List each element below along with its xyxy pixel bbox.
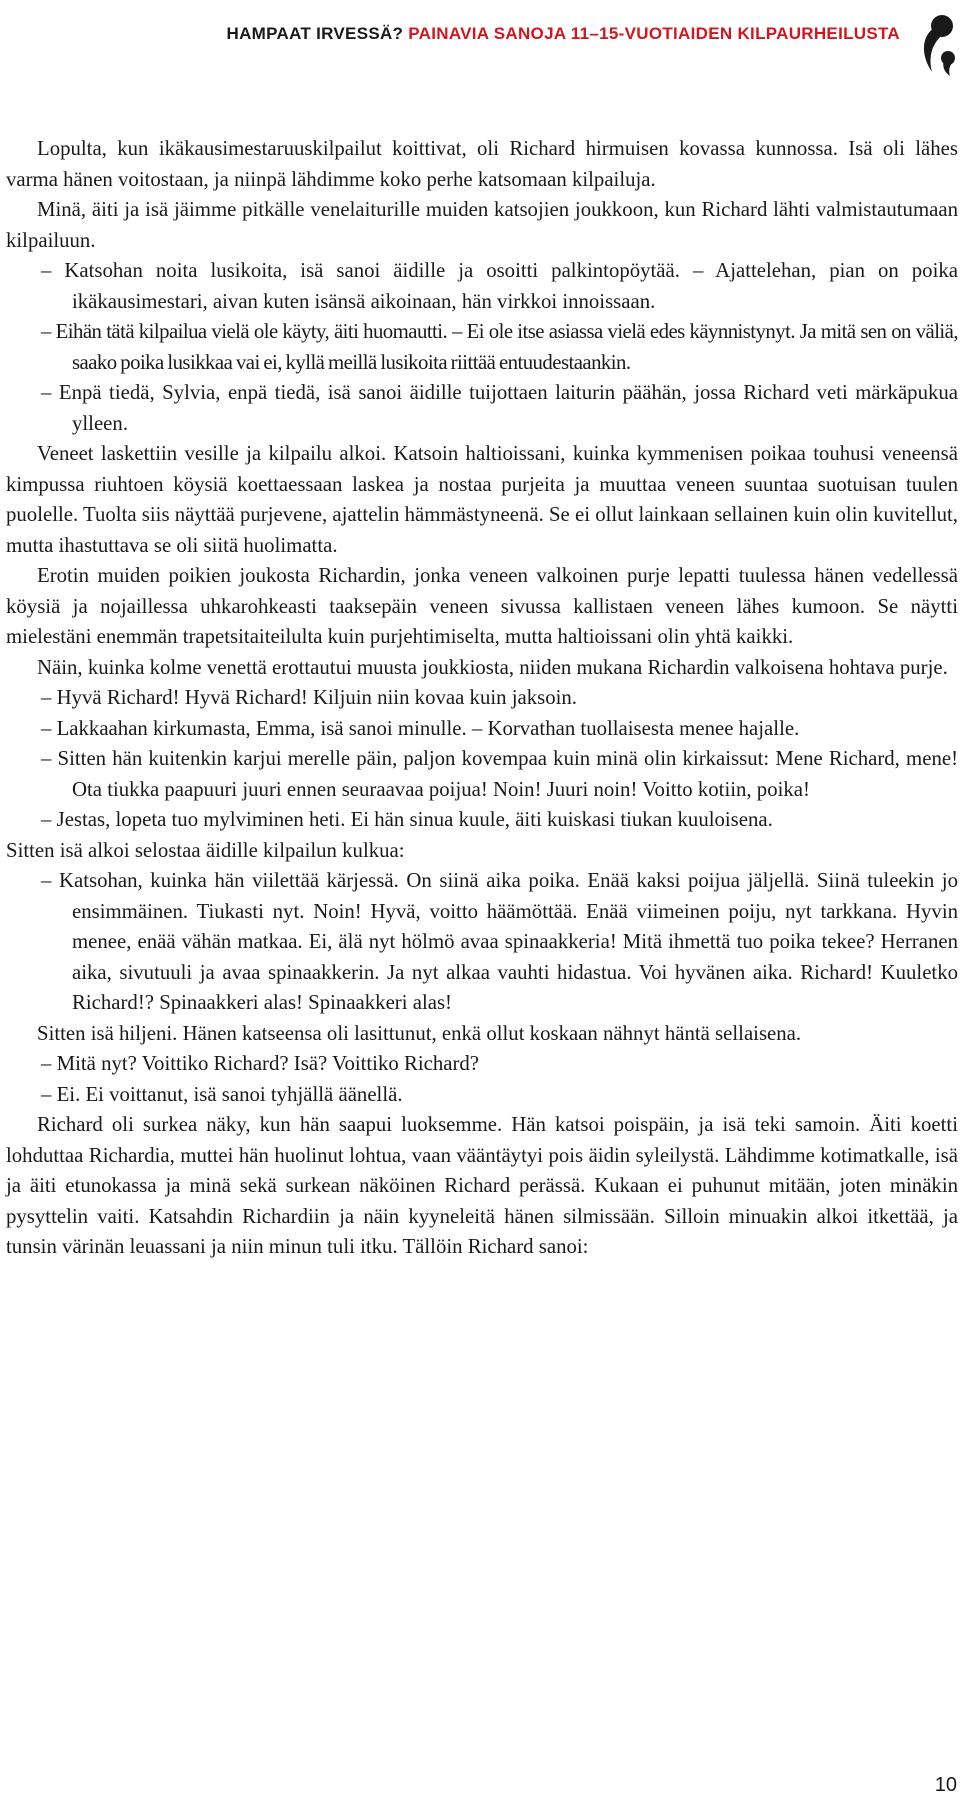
dialogue-paragraph: – Hyvä Richard! Hyvä Richard! Kiljuin niin kovaa kuin jaksoin. <box>41 686 577 709</box>
page-number: 10 <box>934 1774 957 1796</box>
header-title: HAMPAAT IRVESSÄ? <box>226 24 404 43</box>
dialogue-paragraph: – Eihän tätä kilpailua vielä ole käyty, äiti huomautti. – Ei ole itse asiassa vielä edes käynnistynyt. Ja mitä sen on väliä, saako poika lusikkaa vai ei, kyllä meillä lusikoita riittää entuudestaankin. <box>41 320 958 374</box>
article-body <box>6 134 958 1263</box>
running-header <box>227 24 900 44</box>
text-paragraph: Sitten isä alkoi selostaa äidille kilpailun kulkua: <box>6 838 405 862</box>
dialogue-paragraph: – Katsohan noita lusikoita, isä sanoi äidille ja osoitti palkintopöytää. – Ajattelehan, pian on poika ikäkausimestari, aivan kuten isänsä aikoinaan, hän virkkoi innoissaan. <box>41 259 958 313</box>
text-paragraph: Lopulta, kun ikäkausimestaruuskilpailut koittivat, oli Richard hirmuisen kovassa kunnossa. Isä oli lähes varma hänen voitostaan, ja niinpä lähdimme koko perhe katsomaan kilpailuja. <box>6 137 958 191</box>
dialogue-paragraph: – Enpä tiedä, Sylvia, enpä tiedä, isä sanoi äidille tuijottaen laiturin päähän, jossa Richard veti märkäpukua ylleen. <box>41 381 958 435</box>
page-header <box>0 0 960 80</box>
text-paragraph: Richard oli surkea näky, kun hän saapui luoksemme. Hän katsoi poispäin, ja isä teki samoin. Äiti koetti lohduttaa Richardia, muttei hän huolinut lohtua, vaan vääntäytyi pois äidin syleilystä. Lähdimme kotimatkalle, isä ja äiti etunokassa ja minä sekä surkean näköinen Richard perässä. Kukaan ei puhunut mitään, joten minäkin pysyttelin vaiti. Katsahdin Richardiin ja näin kyyneleitä hänen silmissään. Silloin minuakin alkoi itkettää, ja tunsin värinän leuassani ja niin minun tuli itku. Tällöin Richard sanoi: <box>6 1113 958 1258</box>
dialogue-paragraph: – Lakkaahan kirkumasta, Emma, isä sanoi minulle. – Korvathan tuollaisesta menee hajalle. <box>41 716 800 740</box>
dialogue-paragraph: – Jestas, lopeta tuo mylviminen heti. Ei hän sinua kuule, äiti kuiskasi tiukan kuuloisena. <box>41 808 773 831</box>
dialogue-paragraph: – Sitten hän kuitenkin karjui merelle päin, paljon kovempaa kuin minä olin kirkaissut: Mene Richard, mene! Ota tiukka paapuuri juuri ennen seuraavaa poijua! Noin! Juuri noin! Voitto kotiin, poika! <box>41 747 958 801</box>
text-paragraph: Sitten isä hiljeni. Hänen katseensa oli lasittunut, enkä ollut koskaan nähnyt häntä sellaisena. <box>37 1021 802 1045</box>
dialogue-paragraph: – Ei. Ei voittanut, isä sanoi tyhjällä äänellä. <box>41 1082 403 1106</box>
text-paragraph: Näin, kuinka kolme venettä erottautui muusta joukkiosta, niiden mukana Richardin valkoisena hohtava purje. <box>37 655 948 679</box>
dialogue-paragraph: – Mitä nyt? Voittiko Richard? Isä? Voittiko Richard? <box>41 1052 480 1075</box>
quotation-mark-logo-icon <box>902 6 960 76</box>
header-subtitle: PAINAVIA SANOJA 11–15-VUOTIAIDEN KILPAURHEILUSTA <box>408 24 900 43</box>
text-paragraph: Veneet laskettiin vesille ja kilpailu alkoi. Katsoin haltioissani, kuinka kymmenisen poikaa touhusi veneensä kimpussa riuhtoen köysiä koettaessaan laskea ja nostaa purjeita ja muuttaa veneen suuntaa suotuisan tuulen puolelle. Tuolta siis näyttää purjevene, ajattelin hämmästyneenä. Se ei ollut lainkaan sellainen kuin olin kuvitellut, mutta ihastuttava se oli siitä huolimatta. <box>6 442 958 557</box>
text-paragraph: Minä, äiti ja isä jäimme pitkälle venelaiturille muiden katsojien joukkoon, kun Richard lähti valmistautumaan kilpailuun. <box>6 198 958 252</box>
dialogue-paragraph: – Katsohan, kuinka hän viilettää kärjessä. On siinä aika poika. Enää kaksi poijua jäljellä. Siinä tuleekin jo ensimmäinen. Tiukasti nyt. Noin! Hyvä, voitto häämöttää. Enää viimeinen poiju, nyt tarkkana. Hyvin menee, enää vähän matkaa. Ei, älä nyt hölmö avaa spinaakkeria! Mitä ihmettä tuo poika tekee? Herranen aika, sivutuuli ja avaa spinaakkerin. Ja nyt alkaa vauhti hidastua. Voi hyvänen aika. Richard! Kuuletko Richard!? Spinaakkeri alas! Spinaakkeri alas! <box>41 869 958 1014</box>
text-paragraph: Erotin muiden poikien joukosta Richardin, jonka veneen valkoinen purje lepatti tuulessa hänen vedellessä köysiä ja nojaillessa uhkarohkeasti taaksepäin veneen sivussa kallistaen veneen lähes kumoon. Se näytti mielestäni enemmän trapetsitaiteilulta kuin purjehtimiselta, mutta haltioissani olin yhtä kaikki. <box>6 564 958 648</box>
